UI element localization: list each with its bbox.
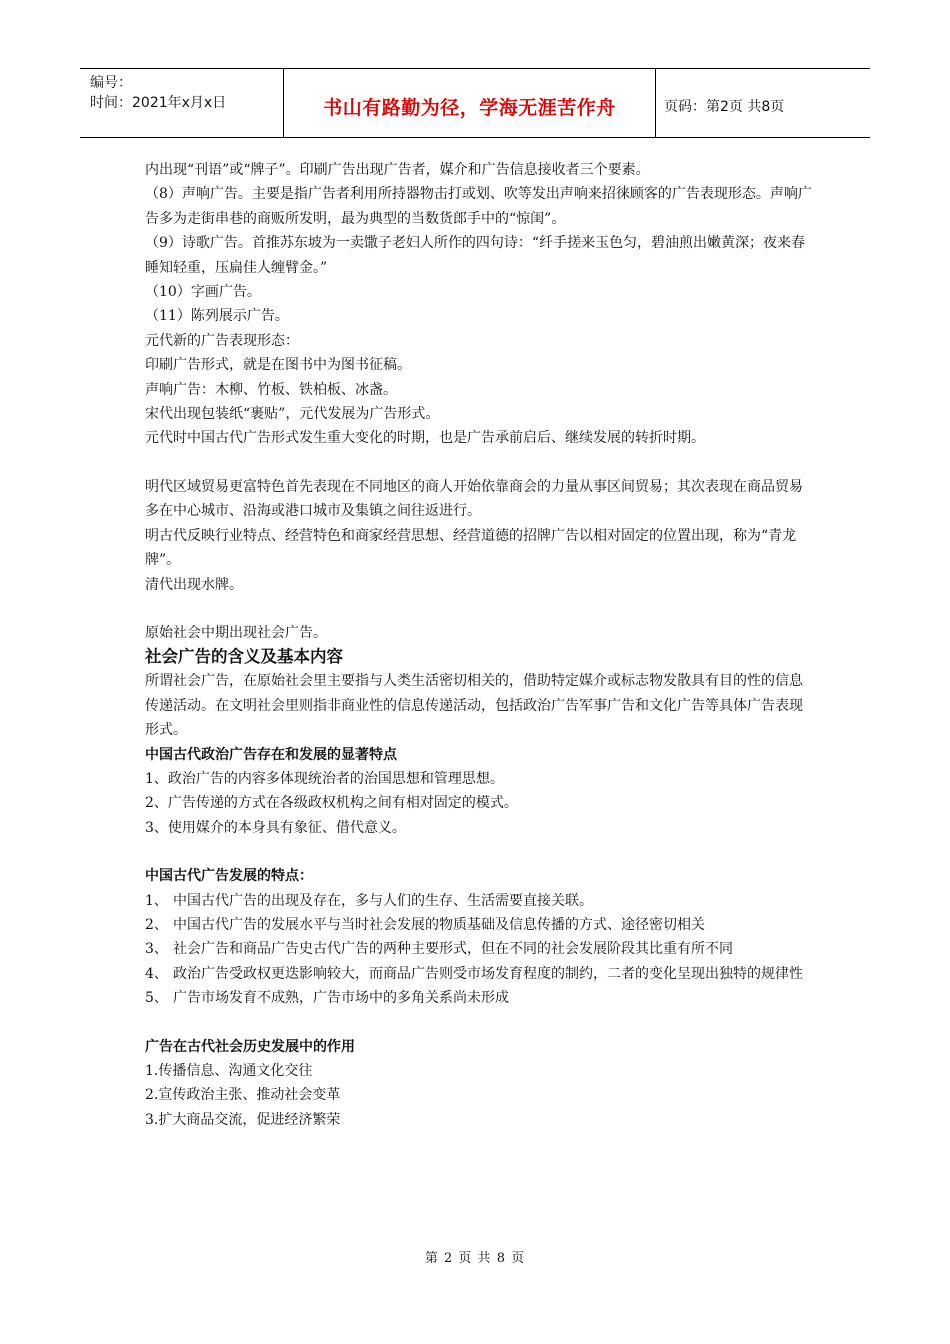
spacer [145,840,815,864]
list-number: 3、 [145,941,168,958]
list-item [145,986,815,1010]
section-heading-social-ads: 社会广告的含义及基本内容 [145,647,343,667]
list-item: 1.传播信息、沟通文化交往 [145,1063,313,1079]
list-text: 政治广告受政权更迭影响较大，而商品广告则受市场发育程度的制约，二者的变化呈现出独特的规律性 [173,965,803,982]
list-number: 2、 [145,916,168,933]
section-heading-ad-role: 广告在古代社会历史发展中的作用 [145,1038,355,1055]
header-page-number: 页码：第2页 共8页 [664,99,785,115]
list-item [145,937,815,961]
paragraph: 元代时中国古代广告形式发生重大变化的时期，也是广告承前启后、继续发展的转折时期。 [145,430,705,447]
section-heading-political-ads: 中国古代政治广告存在和发展的显著特点 [145,746,397,763]
document-body [145,158,815,1132]
paragraph: 印刷广告形式，就是在图书中为图书征稿。 [145,357,411,374]
list-number: 5、 [145,990,168,1007]
header-motto: 书山有路勤为径，学海无涯苦作舟 [323,96,616,119]
list-number: 1、 [145,892,168,909]
spacer [145,1011,815,1035]
list-item: 1、政治广告的内容多体现统治者的治国思想和管理思想。 [145,770,504,787]
paragraph: 清代出现水牌。 [145,576,243,593]
list-item: 2.宣传政治主张、推动社会变革 [145,1087,341,1104]
page-footer: 第 2 页 共 8 页 [424,1251,526,1266]
paragraph: 元代新的广告表现形态： [145,332,299,349]
list-text: 广告市场发育不成熟，广告市场中的多角关系尚未形成 [173,990,509,1007]
header-motto-cell [284,69,656,137]
header-page-cell [656,69,870,137]
paragraph: 声响广告：木柳、竹板、铁柏板、冰盏。 [145,381,397,398]
list-text: 中国古代广告的出现及存在，多与人们的生存、生活需要直接关联。 [173,892,593,909]
list-item: 2、广告传递的方式在各级政权机构之间有相对固定的模式。 [145,795,518,812]
list-item: 3、使用媒介的本身具有象征、借代意义。 [145,819,406,836]
paragraph: 明代区域贸易更富特色首先表现在不同地区的商人开始依靠商会的力量从事区间贸易；其次表现在商品贸易多在中心城市、沿海或港口城市及集镇之间往返进行。 [145,478,803,520]
spacer [145,451,815,475]
header-meta [80,69,284,137]
paragraph: 所谓社会广告，在原始社会里主要指与人类生活密切相关的，借助特定媒介或标志物发散具有目的性的信息传递活动。在文明社会里则指非商业性的信息传递活动，包括政治广告军事广告和文化广告等具体广告表现形式。 [145,673,803,739]
paragraph: 明古代反映行业特点、经营特色和商家经营思想、经营道德的招牌广告以相对固定的位置出现，称为“青龙牌”。 [145,527,797,569]
list-text: 社会广告和商品广告史古代广告的两种主要形式，但在不同的社会发展阶段其比重有所不同 [173,941,733,958]
paragraph: （9）诗歌广告。首推苏东坡为一卖馓子老妇人所作的四句诗：“纤手搓来玉色匀，碧油煎出嫩黄深；夜来春睡知轻重，压扁佳人缠臂金。” [145,235,806,276]
list-text: 中国古代广告的发展水平与当时社会发展的物质基础及信息传播的方式、途径密切相关 [173,916,705,933]
paragraph: （11）陈列展示广告。 [145,308,289,325]
list-item: 3.扩大商品交流，促进经济繁荣 [145,1111,341,1128]
list-number: 4、 [145,965,168,982]
spacer [145,597,815,621]
header-date: 时间：2021年x月x日 [90,95,227,111]
page-header [80,68,870,138]
list-item [145,962,815,986]
header-code: 编号： [90,75,132,91]
paragraph: 宋代出现包装纸“裹贴”，元代发展为广告形式。 [145,406,440,423]
list-item [145,889,815,913]
paragraph: （10）字画广告。 [145,284,261,301]
paragraph: 内出现“刊语”或“牌子”。印刷广告出现广告者，媒介和广告信息接收者三个要素。 [145,162,650,178]
paragraph: （8）声响广告。主要是指广告者利用所持器物击打或划、吹等发出声响来招徕顾客的广告表现形态。声响广告多为走街串巷的商贩所发明，最为典型的当数货郎手中的“惊闺”。 [145,186,812,227]
paragraph: 原始社会中期出现社会广告。 [145,624,327,641]
list-item [145,913,815,937]
section-heading-ad-features: 中国古代广告发展的特点： [145,868,313,885]
